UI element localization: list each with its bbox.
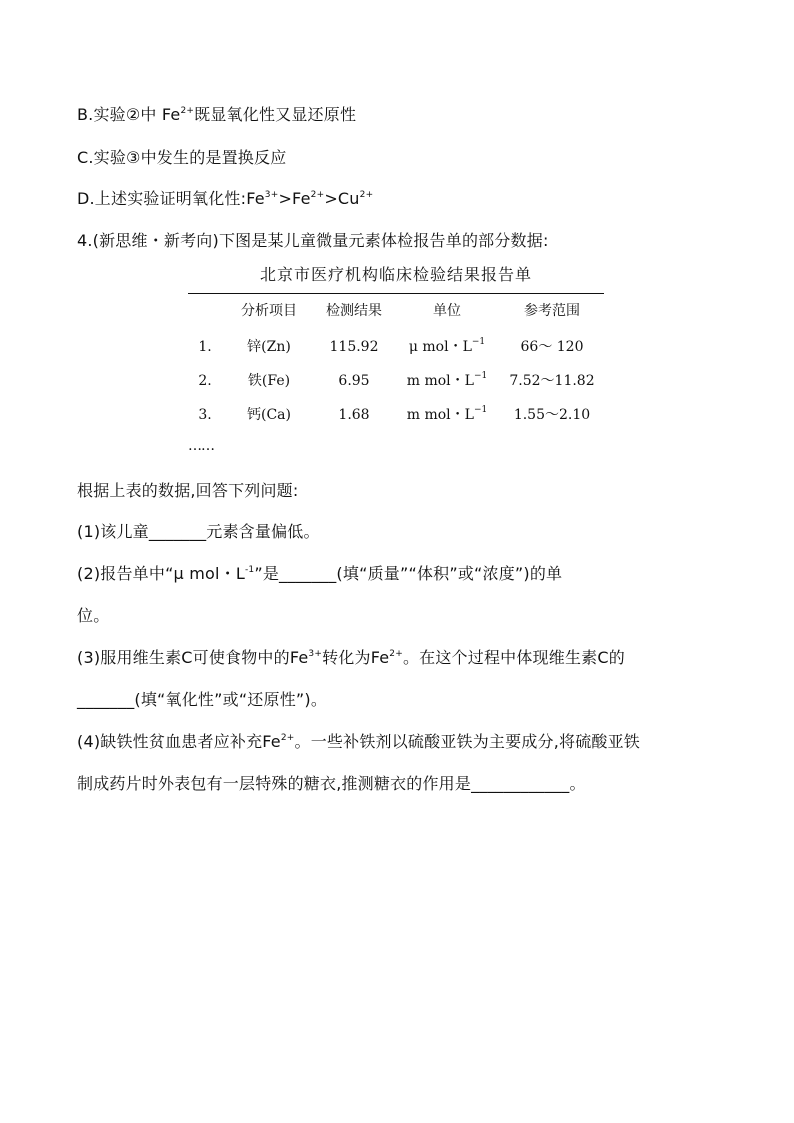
option-b-text: B.实验②中 Fe bbox=[77, 105, 181, 124]
report-ellipsis: …… bbox=[188, 438, 214, 454]
superscript: 2+ bbox=[180, 105, 195, 116]
sub-question-1: (1)该儿童_______元素含量偏低。 bbox=[77, 522, 320, 541]
sub-question-2-text: (2)报告单中“μ mol・L bbox=[77, 564, 245, 583]
questions-intro: 根据上表的数据,回答下列问题: bbox=[77, 481, 299, 500]
superscript: -1 bbox=[244, 564, 255, 575]
sub-question-4-text: (4)缺铁性贫血患者应补充Fe bbox=[77, 732, 281, 751]
superscript: 3+ bbox=[264, 189, 279, 200]
report-top-rule bbox=[188, 293, 604, 294]
table-row-unit bbox=[398, 371, 496, 391]
unit-text: m mol・L bbox=[406, 373, 474, 389]
report-header-range: 参考范围 bbox=[524, 303, 580, 319]
option-c: C.实验③中发生的是置换反应 bbox=[77, 148, 287, 167]
table-row-range: 7.52～11.82 bbox=[509, 373, 595, 389]
superscript: 3+ bbox=[308, 648, 323, 659]
superscript: 2+ bbox=[389, 648, 403, 659]
report-header-unit: 单位 bbox=[433, 303, 461, 319]
unit-text: m mol・L bbox=[406, 407, 474, 423]
sub-question-3-line-2: _______(填“氧化性”或“还原性”)。 bbox=[77, 690, 328, 709]
report-header-item: 分析项目 bbox=[241, 303, 297, 319]
table-row-result: 1.68 bbox=[338, 407, 370, 423]
table-row-result: 115.92 bbox=[329, 339, 379, 355]
sub-question-4-line-1 bbox=[77, 731, 640, 753]
table-row-range: 1.55～2.10 bbox=[513, 407, 591, 423]
sub-question-2-line-1 bbox=[77, 563, 562, 585]
superscript: 2+ bbox=[310, 189, 325, 200]
table-row-number: 2. bbox=[198, 373, 212, 389]
unit-text: μ mol・L bbox=[408, 339, 472, 355]
report-header-result: 检测结果 bbox=[326, 303, 382, 319]
option-d-text: D.上述实验证明氧化性:Fe bbox=[77, 189, 265, 208]
table-row-item: 铁(Fe) bbox=[247, 373, 291, 389]
unit-exponent: −1 bbox=[471, 337, 486, 348]
unit-exponent: −1 bbox=[473, 371, 488, 382]
table-row-number: 1. bbox=[198, 339, 212, 355]
unit-exponent: −1 bbox=[473, 405, 488, 416]
option-d bbox=[77, 188, 373, 210]
option-b bbox=[77, 104, 356, 126]
table-row-result: 6.95 bbox=[338, 373, 370, 389]
superscript: 2+ bbox=[280, 732, 295, 743]
question-4-stem: 4.(新思维・新考向)下图是某儿童微量元素体检报告单的部分数据: bbox=[77, 231, 549, 250]
sub-question-3-text: 。在这个过程中体现维生素C的 bbox=[402, 648, 625, 667]
table-row-unit bbox=[398, 337, 496, 357]
option-b-text-end: 既显氧化性又显还原性 bbox=[194, 105, 357, 124]
sub-question-3-text: 转化为Fe bbox=[322, 648, 390, 667]
report-title: 北京市医疗机构临床检验结果报告单 bbox=[259, 265, 532, 284]
option-d-text: >Fe bbox=[278, 189, 311, 208]
table-row-range: 66～ 120 bbox=[520, 339, 584, 355]
table-row-number: 3. bbox=[198, 407, 212, 423]
option-d-text: >Cu bbox=[324, 189, 360, 208]
table-row-unit bbox=[398, 405, 496, 425]
sub-question-2-line-2: 位。 bbox=[77, 606, 110, 625]
sub-question-3-text: (3)服用维生素C可使食物中的Fe bbox=[77, 648, 309, 667]
table-row-item: 锌(Zn) bbox=[247, 339, 291, 355]
table-row-item: 钙(Ca) bbox=[247, 407, 291, 423]
superscript: 2+ bbox=[359, 189, 374, 200]
sub-question-4-text: 。一些补铁剂以硫酸亚铁为主要成分,将硫酸亚铁 bbox=[294, 732, 641, 751]
sub-question-3-line-1 bbox=[77, 647, 625, 669]
sub-question-4-line-2: 制成药片时外表包有一层特殊的糖衣,推测糖衣的作用是____________。 bbox=[77, 774, 586, 793]
sub-question-2-text: ”是_______(填“质量”“体积”或“浓度”)的单 bbox=[254, 564, 563, 583]
